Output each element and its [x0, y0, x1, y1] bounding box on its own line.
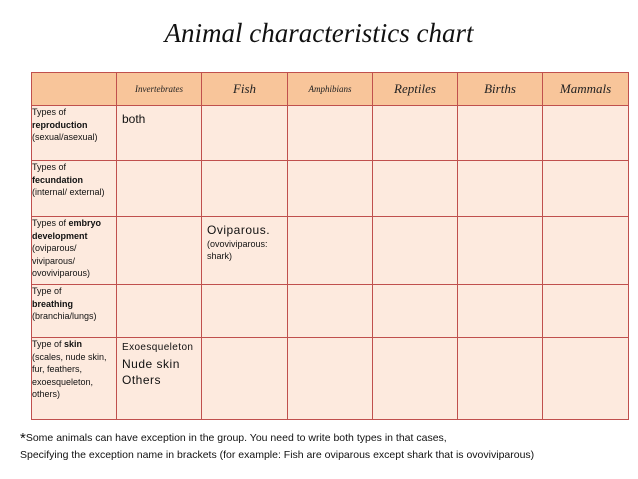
cell-skin-mammals[interactable] [543, 338, 629, 420]
cell-breathing-reptiles[interactable] [373, 285, 458, 338]
header-fish: Fish [202, 73, 288, 106]
footnote-line-2: Specifying the exception name in brackets (for example: Fish are oviparous except shark that is ovoviviparous) [20, 449, 535, 461]
cell-skin-amphibians[interactable] [288, 338, 373, 420]
header-corner [32, 73, 117, 106]
cell-fecundation-amphibians[interactable] [288, 161, 373, 217]
cell-reproduction-births[interactable] [458, 106, 543, 161]
cell-skin-invertebrates[interactable]: Exoesqueleton Nude skin Others [117, 338, 202, 420]
footnote-line-1: Some animals can have exception in the group. You need to write both types in that cases, [25, 432, 447, 444]
cell-fecundation-mammals[interactable] [543, 161, 629, 217]
cell-fecundation-invertebrates[interactable] [117, 161, 202, 217]
cell-breathing-mammals[interactable] [543, 285, 629, 338]
header-amphibians: Amphibians [288, 73, 373, 106]
cell-embryo-invertebrates[interactable] [117, 217, 202, 285]
cell-reproduction-amphibians[interactable] [288, 106, 373, 161]
cell-fecundation-reptiles[interactable] [373, 161, 458, 217]
row-label-embryo: Types of embryo development (oviparous/ viviparous/ ovoviviparous) [32, 217, 117, 285]
cell-breathing-amphibians[interactable] [288, 285, 373, 338]
cell-skin-reptiles[interactable] [373, 338, 458, 420]
cell-skin-births[interactable] [458, 338, 543, 420]
row-label-breathing: Type of breathing (branchia/lungs) [32, 285, 117, 338]
cell-skin-fish[interactable] [202, 338, 288, 420]
header-births: Births [458, 73, 543, 106]
header-invertebrates: Invertebrates [117, 73, 202, 106]
table-row [32, 338, 629, 420]
cell-embryo-reptiles[interactable] [373, 217, 458, 285]
header-row [32, 73, 629, 106]
cell-reproduction-invertebrates[interactable]: both [117, 106, 202, 161]
table-row [32, 106, 629, 161]
row-label-skin: Type of skin (scales, nude skin, fur, feathers, exoesqueleton, others) [32, 338, 117, 420]
page-title: Animal characteristics chart [164, 18, 474, 48]
cell-reproduction-mammals[interactable] [543, 106, 629, 161]
cell-reproduction-reptiles[interactable] [373, 106, 458, 161]
table-row [32, 161, 629, 217]
cell-embryo-mammals[interactable] [543, 217, 629, 285]
row-label-fecundation: Types of fecundation (internal/ external) [32, 161, 117, 217]
table-row [32, 285, 629, 338]
cell-embryo-fish[interactable]: Oviparous. (ovoviviparous: shark) [202, 217, 288, 285]
row-label-reproduction: Types of reproduction (sexual/asexual) [32, 106, 117, 161]
cell-breathing-births[interactable] [458, 285, 543, 338]
header-reptiles: Reptiles [373, 73, 458, 106]
characteristics-table [31, 72, 629, 420]
cell-embryo-amphibians[interactable] [288, 217, 373, 285]
cell-breathing-fish[interactable] [202, 285, 288, 338]
table-row [32, 217, 629, 285]
cell-embryo-births[interactable] [458, 217, 543, 285]
cell-reproduction-fish[interactable] [202, 106, 288, 161]
asterisk: * [20, 430, 26, 447]
cell-fecundation-fish[interactable] [202, 161, 288, 217]
cell-fecundation-births[interactable] [458, 161, 543, 217]
footnote [20, 430, 534, 463]
header-mammals: Mammals [543, 73, 629, 106]
cell-breathing-invertebrates[interactable] [117, 285, 202, 338]
